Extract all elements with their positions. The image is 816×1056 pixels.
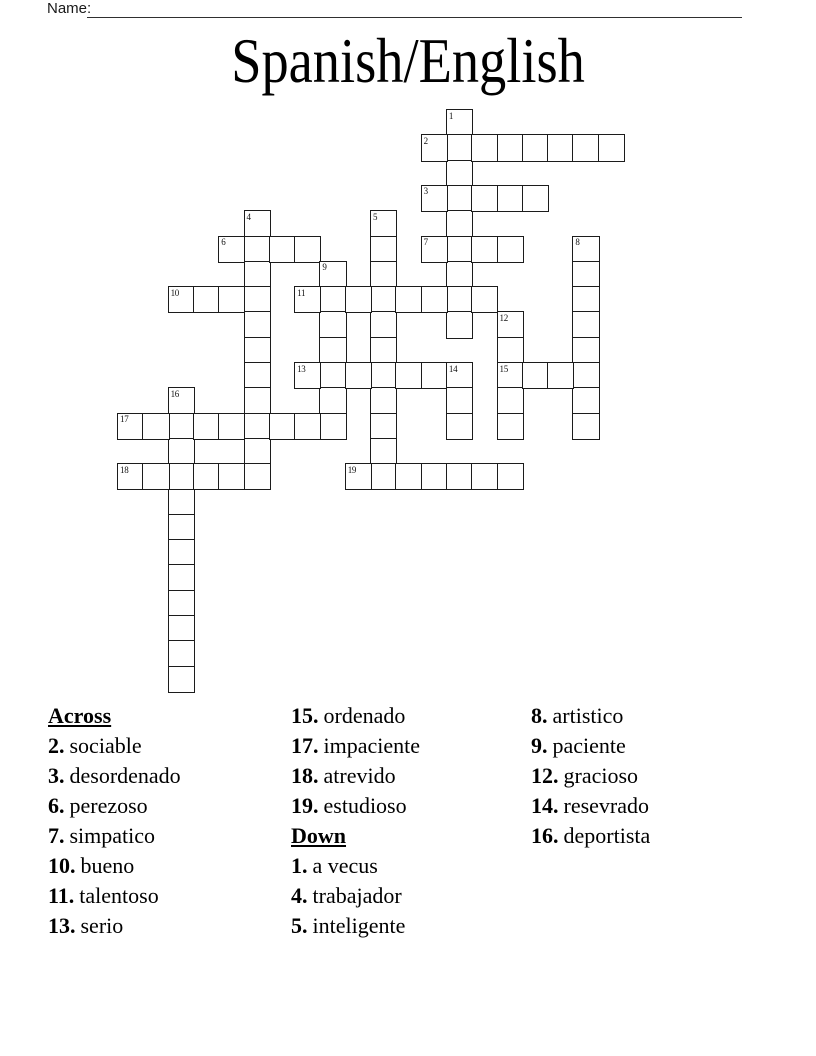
crossword-cell[interactable] xyxy=(219,287,244,312)
clue-word: trabajador xyxy=(312,883,402,908)
clue-word: bueno xyxy=(80,853,135,878)
crossword-cell[interactable] xyxy=(447,464,472,489)
crossword-cell[interactable] xyxy=(447,211,472,236)
crossword-cell[interactable] xyxy=(447,135,472,160)
clue-12 xyxy=(531,761,650,791)
crossword-cell[interactable] xyxy=(371,388,396,413)
crossword-cell[interactable] xyxy=(245,363,270,388)
crossword-cell[interactable] xyxy=(169,616,194,641)
clue-number: 10. xyxy=(48,853,76,878)
crossword-cell-6[interactable] xyxy=(219,237,244,262)
crossword-cell[interactable] xyxy=(169,565,194,590)
crossword-cell-7[interactable] xyxy=(422,237,447,262)
crossword-cell[interactable] xyxy=(396,363,421,388)
clue-word: artistico xyxy=(552,703,624,728)
crossword-cell-8[interactable] xyxy=(573,237,598,262)
crossword-cell[interactable] xyxy=(548,135,573,160)
clue-number: 15. xyxy=(291,703,319,728)
crossword-cell[interactable] xyxy=(245,262,270,287)
down-heading xyxy=(291,821,420,851)
clue-number: 11. xyxy=(48,883,75,908)
clue-number-label: 5 xyxy=(373,211,378,222)
clue-number: 9. xyxy=(531,733,548,758)
crossword-cell[interactable] xyxy=(371,312,396,337)
clue-13 xyxy=(48,911,181,941)
crossword-cell[interactable] xyxy=(573,388,598,413)
crossword-cell[interactable] xyxy=(270,237,295,262)
crossword-cell[interactable] xyxy=(371,338,396,363)
clue-number: 5. xyxy=(291,913,308,938)
clue-word: simpatico xyxy=(69,823,156,848)
crossword-cell[interactable] xyxy=(245,414,270,439)
crossword-cell-18[interactable] xyxy=(118,464,143,489)
crossword-cell[interactable] xyxy=(320,312,345,337)
clue-word: deportista xyxy=(563,823,651,848)
crossword-cell-13[interactable] xyxy=(295,363,320,388)
clue-number: 18. xyxy=(291,763,319,788)
crossword-cell[interactable] xyxy=(498,414,523,439)
crossword-cell[interactable] xyxy=(169,464,194,489)
clue-word: sociable xyxy=(69,733,142,758)
clue-2 xyxy=(48,731,181,761)
across-heading xyxy=(48,701,181,731)
clue-14 xyxy=(531,791,650,821)
crossword-cell[interactable] xyxy=(245,464,270,489)
clue-number: 7. xyxy=(48,823,65,848)
clue-number: 13. xyxy=(48,913,76,938)
clue-number: 3. xyxy=(48,763,65,788)
crossword-cell[interactable] xyxy=(245,312,270,337)
crossword-cell[interactable] xyxy=(472,135,497,160)
clue-column-1 xyxy=(48,701,181,941)
clue-word: ordenado xyxy=(323,703,406,728)
crossword-cell[interactable] xyxy=(447,388,472,413)
clue-1 xyxy=(291,851,420,881)
crossword-cell[interactable] xyxy=(320,287,345,312)
clue-number-label: 2 xyxy=(423,135,428,146)
crossword-cell[interactable] xyxy=(523,363,548,388)
clue-word: perezoso xyxy=(69,793,148,818)
crossword-cell[interactable] xyxy=(523,186,548,211)
clue-10 xyxy=(48,851,181,881)
clue-15 xyxy=(291,701,420,731)
crossword-cell-19[interactable] xyxy=(346,464,371,489)
clue-number: 19. xyxy=(291,793,319,818)
crossword-cell[interactable] xyxy=(295,237,320,262)
clue-number: 8. xyxy=(531,703,548,728)
clue-5 xyxy=(291,911,420,941)
clue-number-label: 19 xyxy=(347,464,357,475)
clue-word: paciente xyxy=(552,733,626,758)
clue-number: 6. xyxy=(48,793,65,818)
crossword-cell[interactable] xyxy=(422,464,447,489)
crossword-cell[interactable] xyxy=(447,287,472,312)
crossword-cell[interactable] xyxy=(371,464,396,489)
crossword-cell[interactable] xyxy=(219,464,244,489)
crossword-cell[interactable] xyxy=(169,641,194,666)
crossword-cell[interactable] xyxy=(447,312,472,337)
crossword-cell[interactable] xyxy=(371,363,396,388)
clue-number-label: 15 xyxy=(499,363,508,374)
crossword-cell[interactable] xyxy=(169,439,194,464)
crossword-cell-5[interactable] xyxy=(371,211,396,236)
clue-number: 17. xyxy=(291,733,319,758)
clue-number-label: 3 xyxy=(423,186,428,197)
crossword-cell-10[interactable] xyxy=(169,287,194,312)
clue-number-label: 18 xyxy=(120,464,129,475)
crossword-cell-9[interactable] xyxy=(320,262,345,287)
crossword-cell[interactable] xyxy=(498,135,523,160)
crossword-cell[interactable] xyxy=(396,287,421,312)
crossword-cell[interactable] xyxy=(447,161,472,186)
crossword-cell[interactable] xyxy=(169,540,194,565)
clue-number: 4. xyxy=(291,883,308,908)
crossword-cell[interactable] xyxy=(245,287,270,312)
crossword-cell[interactable] xyxy=(573,287,598,312)
crossword-cell[interactable] xyxy=(295,414,320,439)
crossword-cell[interactable] xyxy=(371,287,396,312)
clue-8 xyxy=(531,701,650,731)
clue-number: 16. xyxy=(531,823,559,848)
crossword-cell[interactable] xyxy=(396,464,421,489)
crossword-cell-2[interactable] xyxy=(422,135,447,160)
crossword-cell-1[interactable] xyxy=(447,110,472,135)
clue-number-label: 11 xyxy=(297,287,306,298)
clue-11 xyxy=(48,881,181,911)
crossword-cell[interactable] xyxy=(245,237,270,262)
clue-number: 14. xyxy=(531,793,559,818)
down-heading-text: Down xyxy=(291,823,347,848)
clue-word: impaciente xyxy=(323,733,421,758)
clue-number-label: 10 xyxy=(170,287,179,298)
crossword-cell[interactable] xyxy=(371,414,396,439)
crossword-cell-4[interactable] xyxy=(245,211,270,236)
crossword-cell[interactable] xyxy=(472,464,497,489)
clue-word: atrevido xyxy=(323,763,396,788)
crossword-cell[interactable] xyxy=(371,237,396,262)
crossword-cell[interactable] xyxy=(447,237,472,262)
puzzle-title-text: Spanish/English xyxy=(231,25,585,96)
crossword-cell[interactable] xyxy=(498,186,523,211)
crossword-cell[interactable] xyxy=(573,135,598,160)
crossword-cell[interactable] xyxy=(169,667,194,692)
clue-word: talentoso xyxy=(79,883,159,908)
crossword-cell[interactable] xyxy=(371,262,396,287)
clue-3 xyxy=(48,761,181,791)
crossword-cell[interactable] xyxy=(599,135,624,160)
crossword-cell-3[interactable] xyxy=(422,186,447,211)
clue-word: inteligente xyxy=(312,913,406,938)
crossword-cell[interactable] xyxy=(573,414,598,439)
clue-word: a vecus xyxy=(312,853,378,878)
crossword-cell[interactable] xyxy=(573,312,598,337)
clue-19 xyxy=(291,791,420,821)
crossword-cell[interactable] xyxy=(472,237,497,262)
crossword-cell[interactable] xyxy=(573,363,598,388)
clue-column-3 xyxy=(531,701,650,851)
crossword-cell[interactable] xyxy=(194,287,219,312)
crossword-cell[interactable] xyxy=(194,464,219,489)
clue-number-label: 16 xyxy=(170,388,179,399)
clue-18 xyxy=(291,761,420,791)
clue-number-label: 9 xyxy=(322,262,327,273)
clue-number-label: 14 xyxy=(448,363,458,374)
clue-word: resevrado xyxy=(563,793,650,818)
crossword-cell-11[interactable] xyxy=(295,287,320,312)
clue-number-label: 7 xyxy=(423,237,428,247)
crossword-cell[interactable] xyxy=(320,388,345,413)
crossword-cell[interactable] xyxy=(270,414,295,439)
clue-number-label: 8 xyxy=(575,237,580,247)
crossword-cell-12[interactable] xyxy=(498,312,523,337)
crossword-cell[interactable] xyxy=(422,363,447,388)
crossword-cell[interactable] xyxy=(498,388,523,413)
clue-number: 12. xyxy=(531,763,559,788)
crossword-cell[interactable] xyxy=(573,262,598,287)
crossword-cell[interactable] xyxy=(143,464,168,489)
clue-word: gracioso xyxy=(563,763,639,788)
clue-4 xyxy=(291,881,420,911)
crossword-cell-14[interactable] xyxy=(447,363,472,388)
name-label: Name: xyxy=(47,0,92,17)
crossword-cell[interactable] xyxy=(346,363,371,388)
crossword-cell[interactable] xyxy=(320,414,345,439)
clue-number-label: 12 xyxy=(499,312,508,323)
clue-word: desordenado xyxy=(69,763,181,788)
clue-number-label: 1 xyxy=(448,110,454,121)
clue-9 xyxy=(531,731,650,761)
crossword-cell-16[interactable] xyxy=(169,388,194,413)
crossword-cell-17[interactable] xyxy=(118,414,143,439)
crossword-cell[interactable] xyxy=(472,186,497,211)
crossword-cell[interactable] xyxy=(498,464,523,489)
crossword-cell[interactable] xyxy=(245,388,270,413)
crossword-cell[interactable] xyxy=(447,262,472,287)
clue-number-label: 17 xyxy=(120,414,129,425)
crossword-cell[interactable] xyxy=(422,287,447,312)
clue-17 xyxy=(291,731,420,761)
crossword-cell[interactable] xyxy=(548,363,573,388)
clue-number: 1. xyxy=(291,853,308,878)
crossword-cell[interactable] xyxy=(447,414,472,439)
crossword-cell[interactable] xyxy=(245,338,270,363)
crossword-cell[interactable] xyxy=(523,135,548,160)
crossword-cell[interactable] xyxy=(194,414,219,439)
clue-7 xyxy=(48,821,181,851)
crossword-cell[interactable] xyxy=(143,414,168,439)
crossword-cell[interactable] xyxy=(472,287,497,312)
crossword-cell[interactable] xyxy=(346,287,371,312)
crossword-cell[interactable] xyxy=(320,363,345,388)
crossword-cell[interactable] xyxy=(169,490,194,515)
crossword-cell[interactable] xyxy=(219,414,244,439)
crossword-cell[interactable] xyxy=(371,439,396,464)
crossword-cell[interactable] xyxy=(169,515,194,540)
clue-number: 2. xyxy=(48,733,65,758)
crossword-cell[interactable] xyxy=(447,186,472,211)
crossword-cell-15[interactable] xyxy=(498,363,523,388)
clue-number-label: 6 xyxy=(221,237,226,247)
crossword-cell[interactable] xyxy=(498,237,523,262)
crossword-cell[interactable] xyxy=(169,414,194,439)
clue-number-label: 4 xyxy=(246,211,251,222)
crossword-cell[interactable] xyxy=(320,338,345,363)
clue-word: serio xyxy=(80,913,124,938)
crossword-cell[interactable] xyxy=(498,338,523,363)
crossword-cell[interactable] xyxy=(245,439,270,464)
across-heading-text: Across xyxy=(48,703,112,728)
crossword-cell[interactable] xyxy=(573,338,598,363)
clue-column-2 xyxy=(291,701,420,941)
clue-6 xyxy=(48,791,181,821)
clue-word: estudioso xyxy=(323,793,407,818)
clue-16 xyxy=(531,821,650,851)
crossword-cell[interactable] xyxy=(169,591,194,616)
clue-number-label: 13 xyxy=(297,363,306,374)
